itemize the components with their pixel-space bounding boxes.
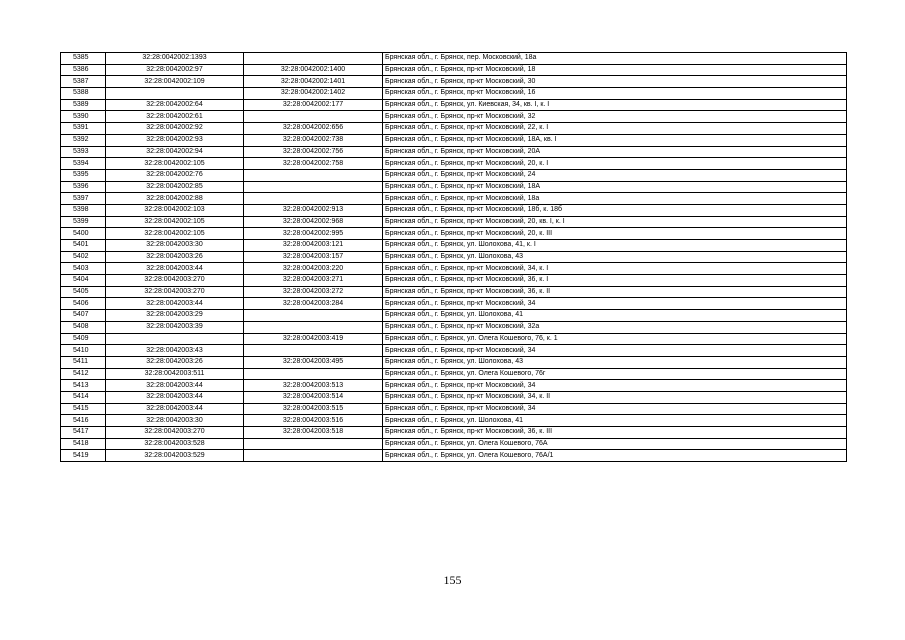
row-number-cell: 5404 (61, 275, 106, 287)
row-number-cell: 5392 (61, 134, 106, 146)
row-number-cell: 5399 (61, 216, 106, 228)
table-row (61, 415, 847, 427)
table-row (61, 286, 847, 298)
address-cell: Брянская обл., г. Брянск, пр-кт Московский, 34 (383, 345, 847, 357)
address-cell: Брянская обл., г. Брянск, ул. Олега Кошевого, 76А/1 (383, 450, 847, 462)
building-cadastral-number-cell: 32:28:0042003:121 (244, 240, 383, 252)
table-row (61, 240, 847, 252)
page-number: 155 (443, 573, 462, 587)
row-number-cell: 5389 (61, 99, 106, 111)
address-cell: Брянская обл., г. Брянск, пр-кт Московский, 18а (383, 193, 847, 205)
building-cadastral-number-cell (244, 321, 383, 333)
address-cell: Брянская обл., г. Брянск, ул. Шолохова, 41 (383, 415, 847, 427)
cadastral-number-cell: 32:28:0042003:528 (106, 438, 244, 450)
row-number-cell: 5410 (61, 345, 106, 357)
row-number-cell: 5418 (61, 438, 106, 450)
cadastral-number-cell: 32:28:0042002:105 (106, 158, 244, 170)
cadastral-number-cell: 32:28:0042003:44 (106, 391, 244, 403)
cadastral-number-cell: 32:28:0042002:1393 (106, 53, 244, 65)
address-cell: Брянская обл., г. Брянск, пр-кт Московский, 36, к. II (383, 286, 847, 298)
cadastral-number-cell: 32:28:0042003:44 (106, 380, 244, 392)
table-row (61, 99, 847, 111)
cadastral-number-cell (106, 88, 244, 100)
cadastral-number-cell: 32:28:0042003:511 (106, 368, 244, 380)
building-cadastral-number-cell: 32:28:0042002:756 (244, 146, 383, 158)
table-row (61, 111, 847, 123)
address-cell: Брянская обл., г. Брянск, ул. Шолохова, 41, к. I (383, 240, 847, 252)
row-number-cell: 5396 (61, 181, 106, 193)
building-cadastral-number-cell (244, 53, 383, 65)
table-row (61, 438, 847, 450)
building-cadastral-number-cell: 32:28:0042002:656 (244, 123, 383, 135)
cadastral-number-cell: 32:28:0042003:26 (106, 251, 244, 263)
table-row (61, 228, 847, 240)
row-number-cell: 5387 (61, 76, 106, 88)
row-number-cell: 5419 (61, 450, 106, 462)
table-row (61, 427, 847, 439)
address-cell: Брянская обл., г. Брянск, пр-кт Московский, 32а (383, 321, 847, 333)
building-cadastral-number-cell (244, 169, 383, 181)
table-row (61, 403, 847, 415)
table-row (61, 356, 847, 368)
row-number-cell: 5391 (61, 123, 106, 135)
cadastral-number-cell: 32:28:0042002:92 (106, 123, 244, 135)
row-number-cell: 5401 (61, 240, 106, 252)
cadastral-number-cell (106, 333, 244, 345)
table-row (61, 298, 847, 310)
cadastral-number-cell: 32:28:0042003:44 (106, 263, 244, 275)
cadastral-number-cell: 32:28:0042003:30 (106, 240, 244, 252)
building-cadastral-number-cell (244, 438, 383, 450)
building-cadastral-number-cell (244, 193, 383, 205)
building-cadastral-number-cell (244, 368, 383, 380)
building-cadastral-number-cell: 32:28:0042002:1402 (244, 88, 383, 100)
address-cell: Брянская обл., г. Брянск, пр-кт Московский, 16 (383, 88, 847, 100)
cadastral-number-cell: 32:28:0042002:64 (106, 99, 244, 111)
address-cell: Брянская обл., г. Брянск, пр-кт Московский, 20, к. I (383, 158, 847, 170)
address-cell: Брянская обл., г. Брянск, пр-кт Московский, 24 (383, 169, 847, 181)
building-cadastral-number-cell: 32:28:0042003:514 (244, 391, 383, 403)
building-cadastral-number-cell: 32:28:0042003:515 (244, 403, 383, 415)
cadastral-number-cell: 32:28:0042002:105 (106, 216, 244, 228)
address-cell: Брянская обл., г. Брянск, пр-кт Московский, 18А (383, 181, 847, 193)
row-number-cell: 5388 (61, 88, 106, 100)
address-cell: Брянская обл., г. Брянск, пр-кт Московский, 32 (383, 111, 847, 123)
cadastral-number-cell: 32:28:0042002:76 (106, 169, 244, 181)
row-number-cell: 5398 (61, 204, 106, 216)
building-cadastral-number-cell: 32:28:0042002:758 (244, 158, 383, 170)
cadastral-number-cell: 32:28:0042003:26 (106, 356, 244, 368)
building-cadastral-number-cell: 32:28:0042002:968 (244, 216, 383, 228)
row-number-cell: 5403 (61, 263, 106, 275)
row-number-cell: 5405 (61, 286, 106, 298)
row-number-cell: 5400 (61, 228, 106, 240)
cadastral-number-cell: 32:28:0042003:44 (106, 403, 244, 415)
building-cadastral-number-cell: 32:28:0042002:995 (244, 228, 383, 240)
address-cell: Брянская обл., г. Брянск, пр-кт Московский, 36, к. III (383, 427, 847, 439)
building-cadastral-number-cell (244, 111, 383, 123)
row-number-cell: 5390 (61, 111, 106, 123)
building-cadastral-number-cell: 32:28:0042002:738 (244, 134, 383, 146)
cadastral-number-cell: 32:28:0042002:109 (106, 76, 244, 88)
row-number-cell: 5394 (61, 158, 106, 170)
registry-table (60, 52, 847, 462)
address-cell: Брянская обл., г. Брянск, пр-кт Московский, 18 (383, 64, 847, 76)
cadastral-number-cell: 32:28:0042002:97 (106, 64, 244, 76)
address-cell: Брянская обл., г. Брянск, пр-кт Московский, 20А (383, 146, 847, 158)
address-cell: Брянская обл., г. Брянск, ул. Шолохова, 43 (383, 356, 847, 368)
table-row (61, 204, 847, 216)
table-row (61, 380, 847, 392)
table-row (61, 158, 847, 170)
building-cadastral-number-cell: 32:28:0042002:1401 (244, 76, 383, 88)
address-cell: Брянская обл., г. Брянск, пр-кт Московский, 36, к. I (383, 275, 847, 287)
building-cadastral-number-cell: 32:28:0042002:913 (244, 204, 383, 216)
table-row (61, 193, 847, 205)
table-row (61, 53, 847, 65)
row-number-cell: 5416 (61, 415, 106, 427)
row-number-cell: 5402 (61, 251, 106, 263)
address-cell: Брянская обл., г. Брянск, пр-кт Московский, 18А, кв. I (383, 134, 847, 146)
row-number-cell: 5407 (61, 310, 106, 322)
row-number-cell: 5386 (61, 64, 106, 76)
row-number-cell: 5417 (61, 427, 106, 439)
building-cadastral-number-cell: 32:28:0042003:513 (244, 380, 383, 392)
building-cadastral-number-cell: 32:28:0042003:419 (244, 333, 383, 345)
address-cell: Брянская обл., г. Брянск, пр-кт Московский, 34, к. II (383, 391, 847, 403)
table-row (61, 169, 847, 181)
cadastral-number-cell: 32:28:0042002:85 (106, 181, 244, 193)
cadastral-number-cell: 32:28:0042002:93 (106, 134, 244, 146)
address-cell: Брянская обл., г. Брянск, пр-кт Московский, 18б, к. 18б (383, 204, 847, 216)
cadastral-number-cell: 32:28:0042002:88 (106, 193, 244, 205)
cadastral-number-cell: 32:28:0042003:44 (106, 298, 244, 310)
building-cadastral-number-cell (244, 345, 383, 357)
building-cadastral-number-cell: 32:28:0042003:271 (244, 275, 383, 287)
address-cell: Брянская обл., г. Брянск, ул. Шолохова, 43 (383, 251, 847, 263)
row-number-cell: 5409 (61, 333, 106, 345)
table-row (61, 263, 847, 275)
table-row (61, 76, 847, 88)
building-cadastral-number-cell: 32:28:0042003:495 (244, 356, 383, 368)
row-number-cell: 5413 (61, 380, 106, 392)
cadastral-number-cell: 32:28:0042002:103 (106, 204, 244, 216)
building-cadastral-number-cell (244, 310, 383, 322)
row-number-cell: 5412 (61, 368, 106, 380)
cadastral-number-cell: 32:28:0042002:94 (106, 146, 244, 158)
table-row (61, 391, 847, 403)
cadastral-number-cell: 32:28:0042003:529 (106, 450, 244, 462)
cadastral-number-cell: 32:28:0042002:61 (106, 111, 244, 123)
cadastral-number-cell: 32:28:0042003:39 (106, 321, 244, 333)
table-row (61, 310, 847, 322)
table-row (61, 321, 847, 333)
building-cadastral-number-cell: 32:28:0042002:1400 (244, 64, 383, 76)
building-cadastral-number-cell: 32:28:0042003:157 (244, 251, 383, 263)
address-cell: Брянская обл., г. Брянск, пер. Московский, 18а (383, 53, 847, 65)
cadastral-number-cell: 32:28:0042003:43 (106, 345, 244, 357)
table-row (61, 333, 847, 345)
address-cell: Брянская обл., г. Брянск, пр-кт Московский, 20, к. III (383, 228, 847, 240)
row-number-cell: 5395 (61, 169, 106, 181)
table-row (61, 345, 847, 357)
address-cell: Брянская обл., г. Брянск, пр-кт Московский, 34 (383, 298, 847, 310)
row-number-cell: 5414 (61, 391, 106, 403)
row-number-cell: 5408 (61, 321, 106, 333)
table-row (61, 251, 847, 263)
registry-table-body (61, 53, 847, 462)
table-row (61, 368, 847, 380)
building-cadastral-number-cell: 32:28:0042003:284 (244, 298, 383, 310)
address-cell: Брянская обл., г. Брянск, ул. Олега Кошевого, 76г (383, 368, 847, 380)
row-number-cell: 5411 (61, 356, 106, 368)
address-cell: Брянская обл., г. Брянск, пр-кт Московский, 20, кв. I, к. I (383, 216, 847, 228)
table-row (61, 134, 847, 146)
row-number-cell: 5415 (61, 403, 106, 415)
table-row (61, 88, 847, 100)
table-row (61, 450, 847, 462)
cadastral-number-cell: 32:28:0042003:270 (106, 286, 244, 298)
table-row (61, 123, 847, 135)
address-cell: Брянская обл., г. Брянск, пр-кт Московский, 22, к. I (383, 123, 847, 135)
address-cell: Брянская обл., г. Брянск, пр-кт Московский, 30 (383, 76, 847, 88)
table-row (61, 146, 847, 158)
table-row (61, 216, 847, 228)
row-number-cell: 5397 (61, 193, 106, 205)
table-row (61, 181, 847, 193)
address-cell: Брянская обл., г. Брянск, пр-кт Московский, 34 (383, 380, 847, 392)
row-number-cell: 5385 (61, 53, 106, 65)
building-cadastral-number-cell: 32:28:0042003:220 (244, 263, 383, 275)
cadastral-number-cell: 32:28:0042003:270 (106, 427, 244, 439)
building-cadastral-number-cell (244, 450, 383, 462)
cadastral-number-cell: 32:28:0042003:29 (106, 310, 244, 322)
row-number-cell: 5393 (61, 146, 106, 158)
address-cell: Брянская обл., г. Брянск, пр-кт Московский, 34 (383, 403, 847, 415)
address-cell: Брянская обл., г. Брянск, ул. Олега Кошевого, 76, к. 1 (383, 333, 847, 345)
building-cadastral-number-cell: 32:28:0042003:518 (244, 427, 383, 439)
cadastral-number-cell: 32:28:0042003:270 (106, 275, 244, 287)
address-cell: Брянская обл., г. Брянск, пр-кт Московский, 34, к. I (383, 263, 847, 275)
table-row (61, 64, 847, 76)
building-cadastral-number-cell: 32:28:0042003:272 (244, 286, 383, 298)
building-cadastral-number-cell (244, 181, 383, 193)
building-cadastral-number-cell: 32:28:0042003:516 (244, 415, 383, 427)
cadastral-number-cell: 32:28:0042002:105 (106, 228, 244, 240)
table-row (61, 275, 847, 287)
address-cell: Брянская обл., г. Брянск, ул. Киевская, 34, кв. I, к. I (383, 99, 847, 111)
address-cell: Брянская обл., г. Брянск, ул. Олега Кошевого, 76А (383, 438, 847, 450)
address-cell: Брянская обл., г. Брянск, ул. Шолохова, 41 (383, 310, 847, 322)
cadastral-number-cell: 32:28:0042003:30 (106, 415, 244, 427)
building-cadastral-number-cell: 32:28:0042002:177 (244, 99, 383, 111)
row-number-cell: 5406 (61, 298, 106, 310)
